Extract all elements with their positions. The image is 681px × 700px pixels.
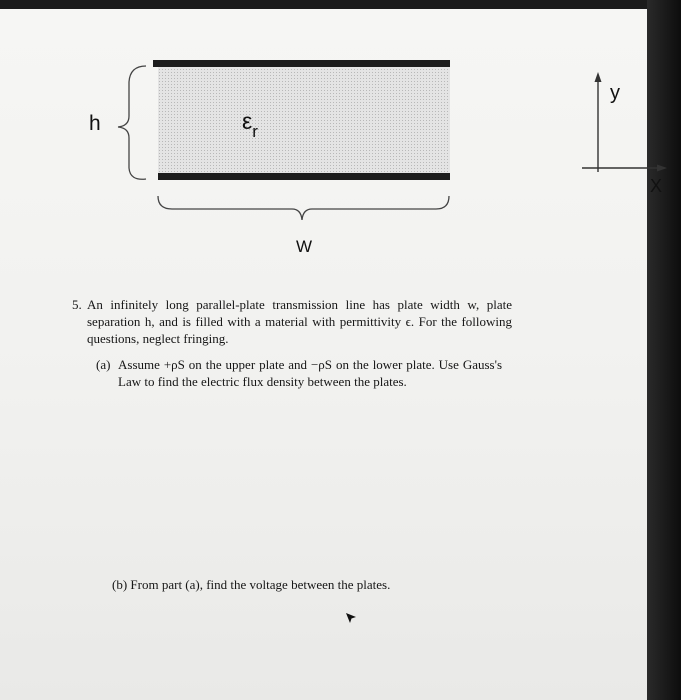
axis-x-label: X <box>650 176 663 196</box>
upper-plate <box>153 60 450 67</box>
height-label: h <box>89 112 101 135</box>
part-b-text: From part (a), find the voltage between the plates. <box>130 577 391 592</box>
y-axis-arrow <box>595 72 602 82</box>
lower-plate <box>158 173 450 180</box>
permittivity-symbol: ε <box>242 108 253 134</box>
width-label: W <box>296 237 313 256</box>
parallel-plate-diagram <box>0 0 681 280</box>
x-axis-arrow <box>657 165 667 172</box>
problem-number: 5. <box>72 297 82 312</box>
part-a-text: Assume +ρS on the upper plate and −ρS on the lower plate. Use Gauss's Law to find the electric flux density between the plates. <box>118 357 502 389</box>
height-brace <box>118 66 146 179</box>
permittivity-label <box>242 108 258 141</box>
mouse-cursor-icon <box>345 612 357 628</box>
problem-5 <box>72 296 512 347</box>
part-b-label: (b) <box>112 577 128 592</box>
permittivity-subscript: r <box>252 122 258 141</box>
width-brace <box>158 196 449 220</box>
axis-y-label: y <box>610 82 620 104</box>
dielectric-region <box>158 66 450 176</box>
part-a <box>96 356 502 390</box>
part-a-label: (a) <box>96 357 111 372</box>
part-b <box>112 576 432 593</box>
problem-statement: An infinitely long parallel-plate transmission line has plate width w, plate separation h, and is filled with a material with permittivity ϵ. For the following questions, neglect fringing. <box>87 297 512 346</box>
